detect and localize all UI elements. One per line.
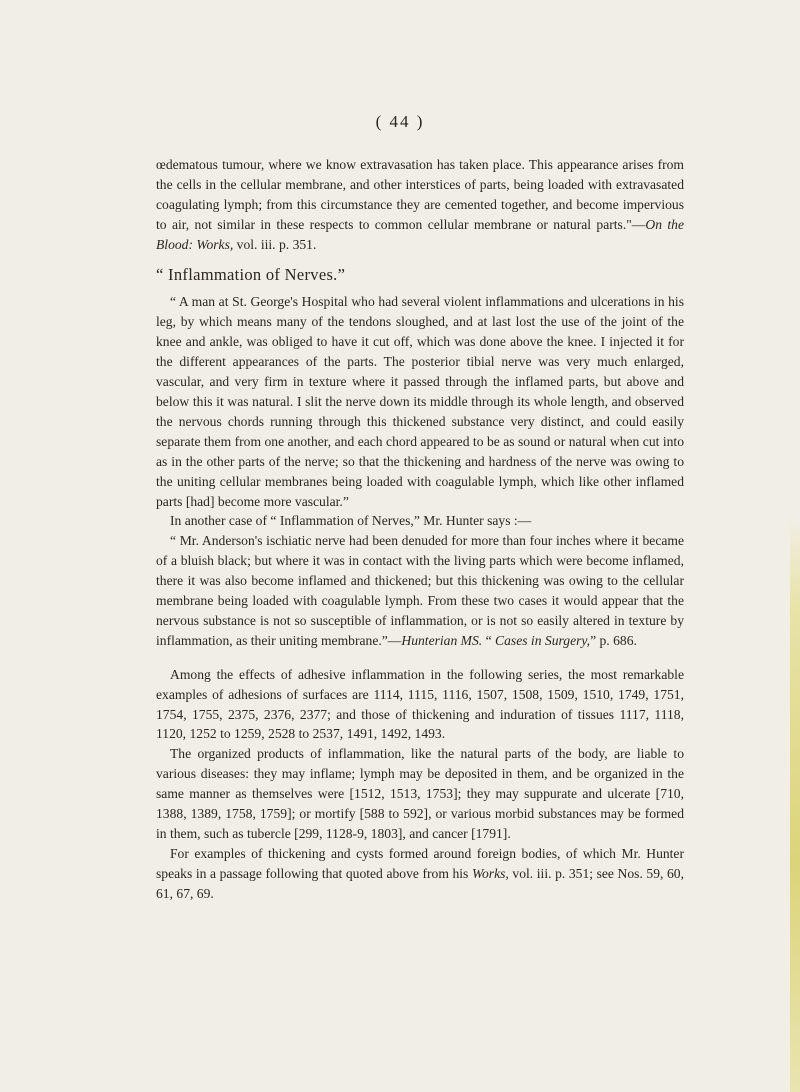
paragraph-continuation: [156, 155, 684, 255]
citation-tail: vol. iii. p. 351.: [233, 236, 317, 252]
quoted-case-paragraph-2: [156, 531, 684, 650]
body-text: [156, 155, 684, 904]
citation-separator: “: [482, 632, 496, 648]
section-heading: “ Inflammation of Nerves.”: [156, 264, 346, 284]
adhesions-paragraph: Among the effects of adhesive inflammation in the following series, the most remarkable examples of adhesions of surfaces are 1114, 1115, 1116, 1507, 1508, 1509, 1510, 1749, 1751, 1754, 1755, 2375, 2376, 2377; and those of thickening and induration of tissues 1117, 1118, 1120, 1252 to 1259, 2528 to 2537, 1491, 1492, 1493.: [156, 666, 684, 742]
citation-title: Works,: [471, 865, 509, 881]
citation-title: On the Blood: Works,: [156, 216, 685, 252]
paragraph-text: “ Mr. Anderson's ischiatic nerve had been denuded for more than four inches where it became of a bluish black; but where it was in contact with the living parts which were become inflamed, there it was also become inflamed and thickened; but this thickening was owing to the cellular membrane being loaded with coagulable lymph. From these two cases it would appear that the nervous substance is not so susceptible of inflammation, or is not so easily altered in texture by inflammation, as their uniting membrane.”—: [156, 533, 684, 648]
page-number: ( 44 ): [375, 112, 425, 131]
organized-products-paragraph: The organized products of inflammation, like the natural parts of the body, are liable to various diseases: they may inflame; lymph may be deposited in them, and be organized in the same manner as themselves were [1512, 1513, 1753]; they may suppurate and ulcerate [710, 1388, 1389, 1758, 1759]; or mortify [588 to 592], or various morbid substances may be formed in them, such as tubercle [299, 1128-9, 1803], and cancer [1791].: [156, 746, 684, 841]
paragraph-text: For examples of thickening and cysts formed around foreign bodies, of which Mr. Hunter speaks in a passage following that quoted above from his: [156, 845, 684, 881]
intro-paragraph: In another case of “ Inflammation of Nerves,” Mr. Hunter says :—: [170, 513, 532, 529]
paragraph-text: œdematous tumour, where we know extravasation has taken place. This appearance arises from the cells in the cellular membrane, and other interstices of parts, being loaded with extravasated coagulating lymph; from this circumstance they are cemented together, and become impervious to air, not similar in these respects to common cellular membrane or natural parts."—: [156, 157, 684, 232]
quoted-case-paragraph: “ A man at St. George's Hospital who had several violent inflammations and ulcerations in his leg, by which means many of the tendons sloughed, and at last lost the use of the joint of the knee and ankle, was obliged to have it cut off, which was done above the knee. I injected it for the different appearances of the parts. The posterior tibial nerve was very much enlarged, vascular, and very firm in texture where it passed through the inflamed parts, but above and below this it was natural. I slit the nerve down its middle through its whole length, and observed the nervous chords running through this thickened substance very distinct, and could easily separate them from one another, and each chord appeared to be as sound or natural when cut into as in the other parts of the nerve; so that the thickening and hardness of the nerve was owing to the uniting cellular membranes being loaded with coagulable lymph, which like other inflamed parts [had] become more vascular.”: [156, 294, 684, 509]
page-edge-discoloration: [790, 520, 800, 1092]
citation-manuscript: Hunterian MS.: [401, 632, 483, 648]
foreign-bodies-paragraph: [156, 844, 684, 904]
citation-title: Cases in Surgery,: [495, 632, 591, 648]
citation-tail: ” p. 686.: [590, 632, 637, 648]
citation-tail: vol. iii. p. 351; see Nos. 59, 60, 61, 67, 69.: [156, 865, 684, 901]
